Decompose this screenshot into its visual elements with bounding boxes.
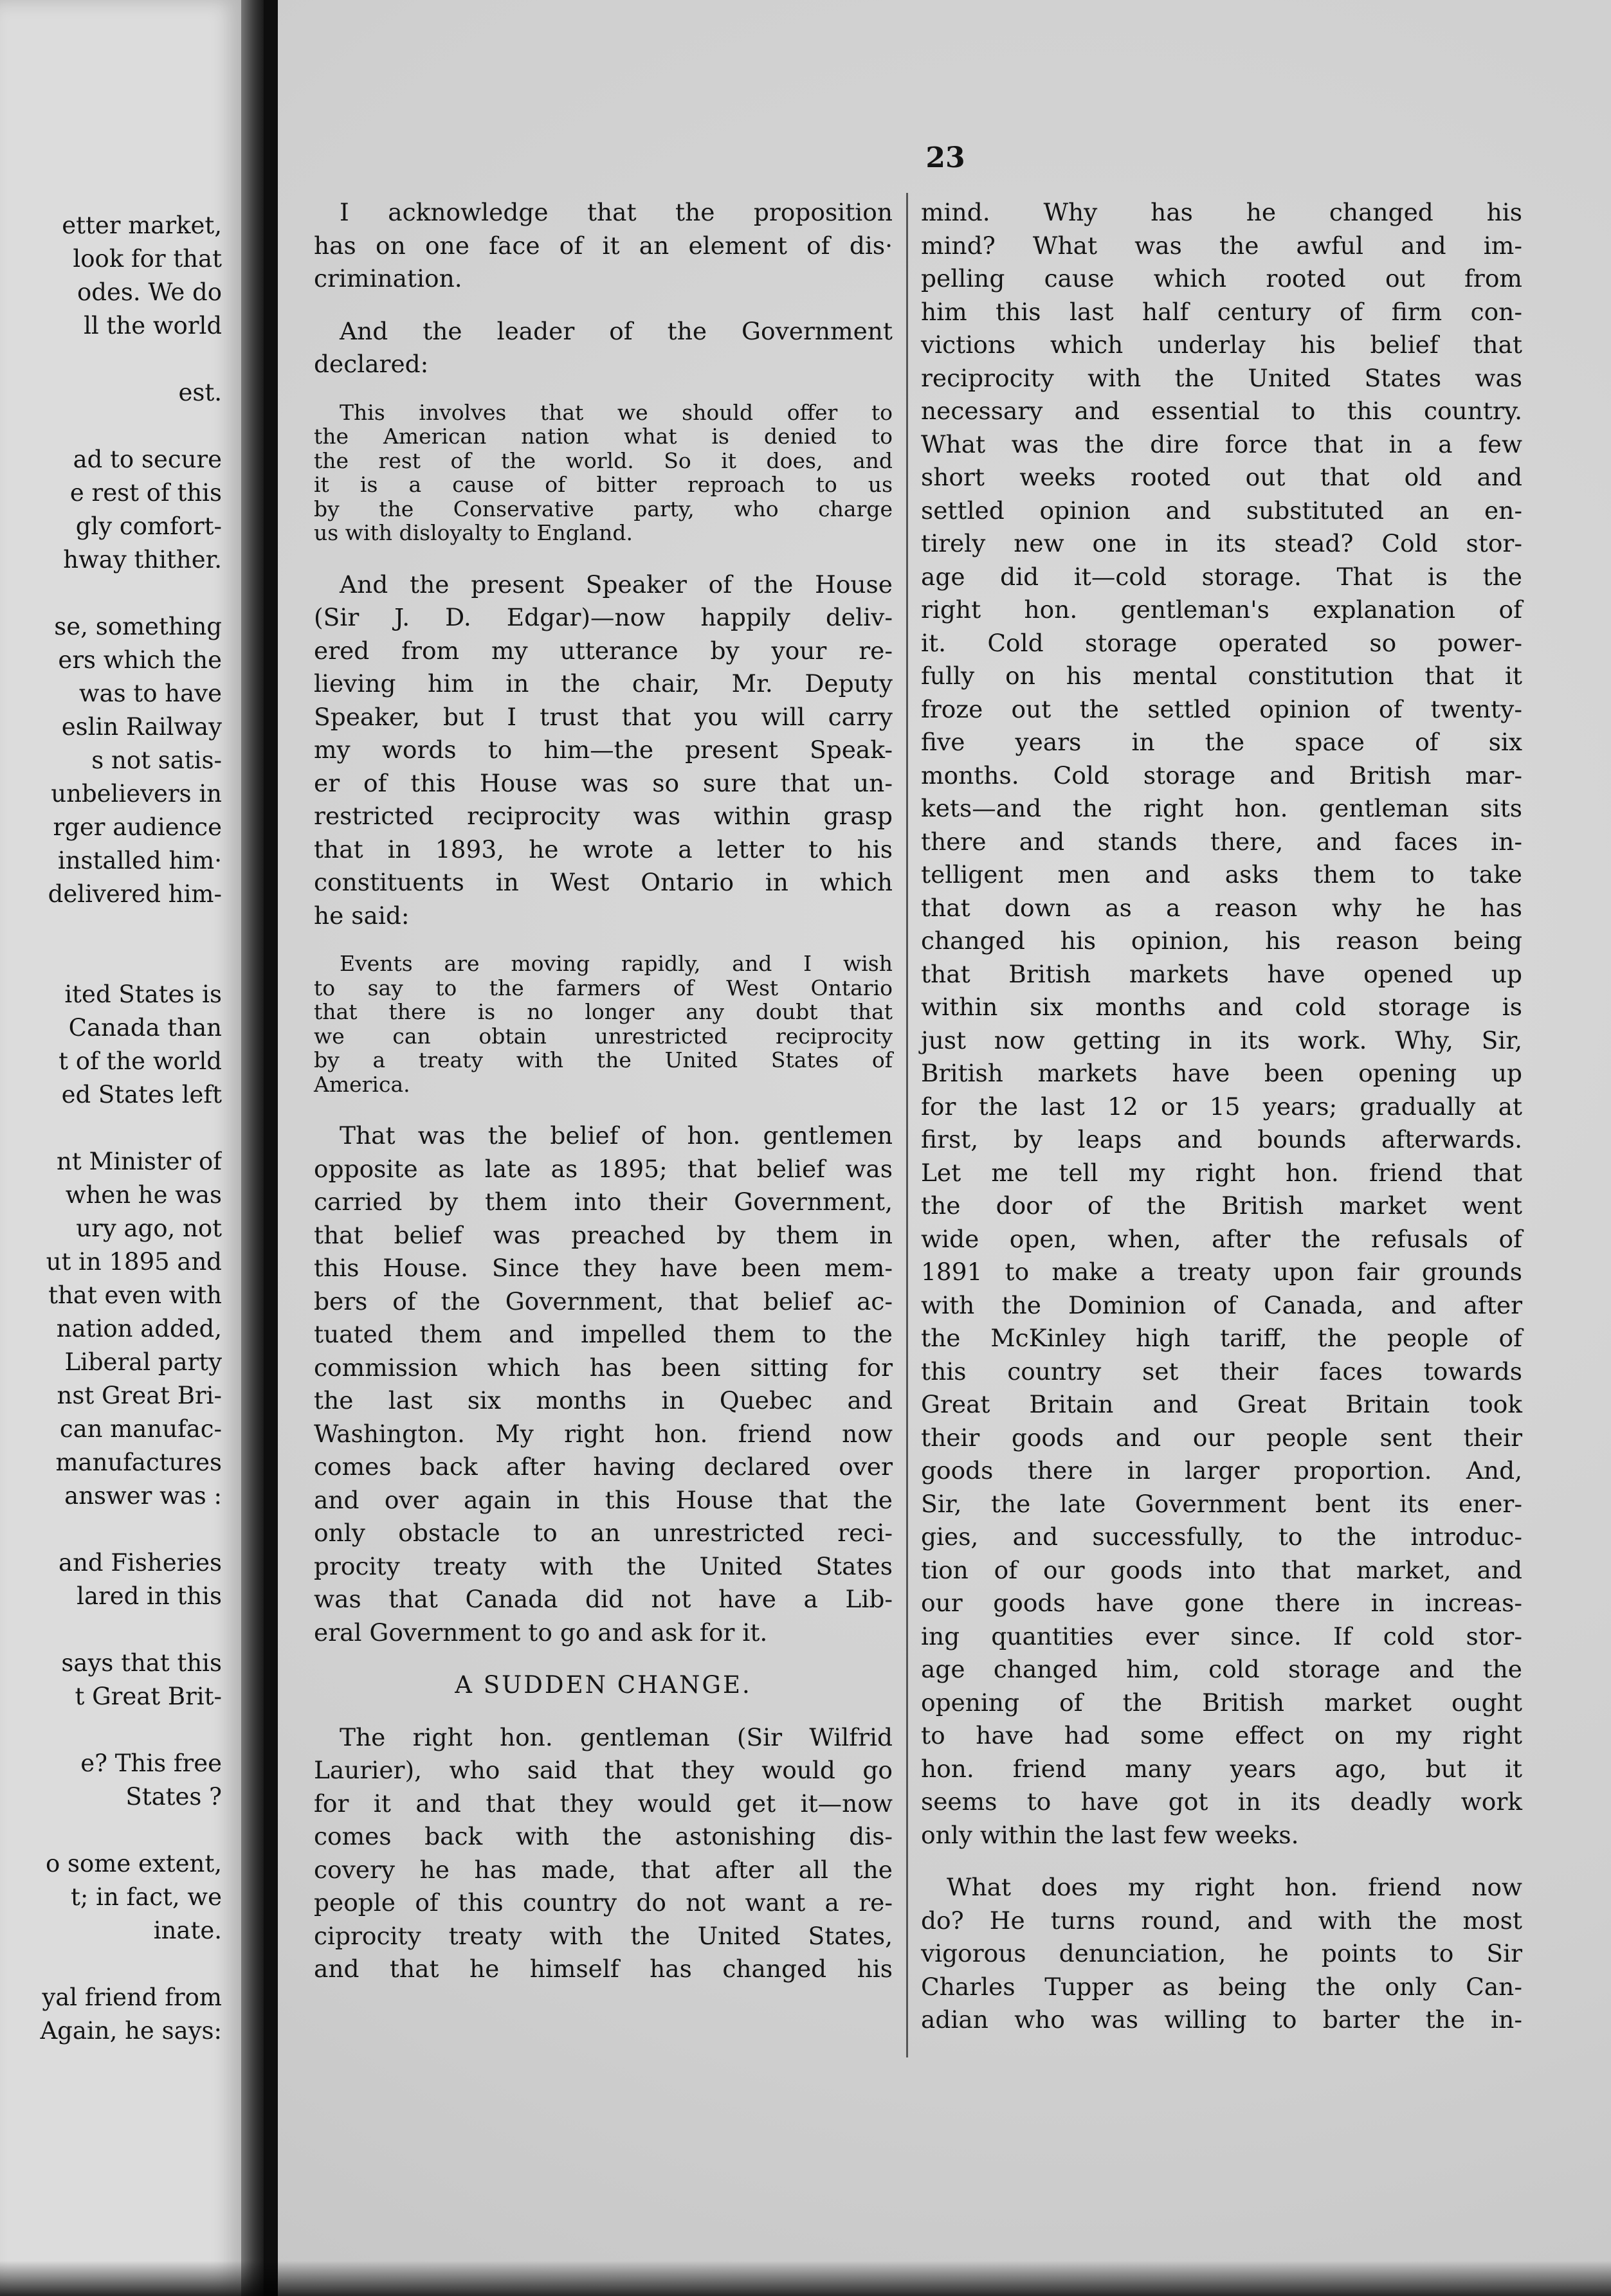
left-page-line: lared in this xyxy=(77,1582,222,1610)
text-line: er of this House was so sure that un- xyxy=(314,768,893,797)
text-line: kets—and the right hon. gentleman sits xyxy=(921,794,1522,822)
text-line: ing quantities ever since. If cold stor- xyxy=(921,1622,1522,1650)
left-page-line: ed States left xyxy=(61,1081,222,1108)
paragraph xyxy=(314,568,893,933)
text-column-1 xyxy=(314,196,893,2005)
left-page-line: when he was xyxy=(65,1181,222,1209)
block-quote xyxy=(314,401,893,545)
text-line: by a treaty with the United States of xyxy=(314,1047,893,1072)
text-line: age did it—cold storage. That is the xyxy=(921,562,1522,591)
text-line: my words to him—the present Speak- xyxy=(314,736,893,764)
left-page-line: can manufac- xyxy=(59,1415,222,1443)
left-page-line: t Great Brit- xyxy=(75,1683,222,1710)
left-page-line: nt Minister of xyxy=(56,1148,222,1175)
text-line: us with disloyalty to England. xyxy=(314,520,633,545)
text-line: That was the belief of hon. gentlemen xyxy=(340,1121,893,1150)
left-page-line: answer was : xyxy=(64,1482,222,1510)
left-page-line: ury ago, not xyxy=(76,1215,222,1242)
text-line: Laurier), who said that they would go xyxy=(314,1756,893,1784)
text-line: to say to the farmers of West Ontario xyxy=(314,975,893,1000)
text-line: just now getting in its work. Why, Sir, xyxy=(921,1026,1522,1054)
text-line: Events are moving rapidly, and I wish xyxy=(340,951,893,976)
book-gutter xyxy=(241,0,264,2296)
text-line: five years in the space of six xyxy=(921,728,1522,756)
left-page-line: nst Great Bri- xyxy=(57,1382,222,1409)
left-page-line: ited States is xyxy=(64,981,222,1008)
left-page-line: inate. xyxy=(153,1917,222,1944)
left-page-line xyxy=(0,1513,222,1546)
text-line: 1891 to make a treaty upon fair grounds xyxy=(921,1258,1522,1286)
text-line: commission which has been sitting for xyxy=(314,1353,893,1382)
left-page-line: ad to secure xyxy=(73,446,222,473)
left-page-line: se, something xyxy=(54,613,222,640)
text-column-2 xyxy=(921,196,1522,2056)
text-line: And the present Speaker of the House xyxy=(340,570,893,599)
left-page-line: o some extent, xyxy=(45,1850,222,1877)
text-line: mind? What was the awful and im- xyxy=(921,231,1522,260)
left-page-line xyxy=(0,577,222,610)
text-line: covery he has made, that after all the xyxy=(314,1855,893,1884)
text-line: telligent men and asks them to take xyxy=(921,860,1522,889)
text-line: Great Britain and Great Britain took xyxy=(921,1390,1522,1418)
left-page-line: t; in fact, we xyxy=(71,1883,222,1911)
column-divider xyxy=(906,193,908,2057)
text-line: carried by them into their Government, xyxy=(314,1188,893,1216)
left-page-line xyxy=(0,945,222,978)
text-line: him this last half century of firm con- xyxy=(921,297,1522,326)
text-line: opposite as late as 1895; that belief was xyxy=(314,1154,893,1183)
text-line: eral Government to go and ask for it. xyxy=(314,1618,768,1647)
paragraph xyxy=(921,1871,1522,2037)
text-line: This involves that we should offer to xyxy=(340,399,893,425)
left-page-text xyxy=(0,209,222,2048)
left-page-line: odes. We do xyxy=(77,278,222,306)
text-line: to have had some effect on my right xyxy=(921,1721,1522,1749)
text-line: constituents in West Ontario in which xyxy=(314,868,893,896)
book-spine xyxy=(264,0,278,2296)
left-page-line: s not satis- xyxy=(91,746,222,774)
left-page-line xyxy=(0,1814,222,1847)
text-line: A SUDDEN CHANGE. xyxy=(455,1671,752,1699)
left-page-line xyxy=(0,1112,222,1145)
text-line: restricted reciprocity was within grasp xyxy=(314,802,893,830)
left-page-line: nation added, xyxy=(56,1315,222,1342)
text-line: lieving him in the chair, Mr. Deputy xyxy=(314,669,893,698)
text-line: wide open, when, after the refusals of xyxy=(921,1224,1522,1253)
text-line: seems to have got in its deadly work xyxy=(921,1787,1522,1816)
text-line: that British markets have opened up xyxy=(921,959,1522,988)
left-page-line: ll the world xyxy=(84,312,222,339)
text-line: the rest of the world. So it does, and xyxy=(314,447,893,473)
text-line: the McKinley high tariff, the people of xyxy=(921,1324,1522,1352)
text-line: do? He turns round, and with the most xyxy=(921,1906,1522,1935)
text-line: the American nation what is denied to xyxy=(314,424,893,449)
text-line: tion of our goods into that market, and xyxy=(921,1555,1522,1584)
text-line: we can obtain unrestricted reciprocity xyxy=(314,1023,893,1049)
text-line: settled opinion and substituted an en- xyxy=(921,496,1522,525)
left-page-line: e rest of this xyxy=(69,479,222,507)
text-line: people of this country do not want a re- xyxy=(314,1888,893,1917)
text-line: that there is no longer any doubt that xyxy=(314,999,893,1024)
text-line: by the Conservative party, who charge xyxy=(314,496,893,521)
left-page-line: and Fisheries xyxy=(59,1549,222,1577)
text-line: gies, and successfully, to the introduc- xyxy=(921,1523,1522,1551)
left-page-line: ut in 1895 and xyxy=(46,1248,222,1276)
text-line: the last six months in Quebec and xyxy=(314,1386,893,1415)
text-line: only within the last few weeks. xyxy=(921,1820,1299,1849)
text-line: froze out the settled opinion of twenty- xyxy=(921,694,1522,723)
paragraph xyxy=(921,196,1522,1852)
text-line: has on one face of it an element of dis· xyxy=(314,231,893,260)
text-line: comes back with the astonishing dis- xyxy=(314,1822,893,1850)
text-line: goods there in larger proportion. And, xyxy=(921,1456,1522,1485)
text-line: and over again in this House that the xyxy=(314,1485,893,1514)
left-page-line: Canada than xyxy=(68,1014,222,1042)
text-line: only obstacle to an unrestricted reci- xyxy=(314,1519,893,1547)
text-line: months. Cold storage and British mar- xyxy=(921,761,1522,790)
text-line: for the last 12 or 15 years; gradually at xyxy=(921,1092,1522,1121)
text-line: tirely new one in its stead? Cold stor- xyxy=(921,529,1522,557)
left-page-line: e? This free xyxy=(80,1749,222,1777)
text-line: short weeks rooted out that old and xyxy=(921,463,1522,491)
main-page xyxy=(278,0,1611,2296)
text-line: adian who was willing to barter the in- xyxy=(921,2005,1522,2034)
left-page-line: est. xyxy=(178,379,222,406)
text-line: first, by leaps and bounds afterwards. xyxy=(921,1125,1522,1153)
left-page-line: States ? xyxy=(125,1783,222,1811)
left-page-line xyxy=(0,410,222,443)
text-line: this House. Since they have been mem- xyxy=(314,1254,893,1282)
text-line: mind. Why has he changed his xyxy=(921,198,1522,226)
left-page-line xyxy=(0,1948,222,1981)
text-line: that down as a reason why he has xyxy=(921,893,1522,922)
text-line: vigorous denunciation, he points to Sir xyxy=(921,1939,1522,1967)
text-line: reciprocity with the United States was xyxy=(921,363,1522,392)
left-page-line: look for that xyxy=(73,245,222,273)
text-line: America. xyxy=(314,1071,410,1097)
text-line: he said: xyxy=(314,901,410,930)
left-page-line xyxy=(0,1713,222,1747)
left-page-line: etter market, xyxy=(62,212,222,239)
text-line: Let me tell my right hon. friend that xyxy=(921,1158,1522,1187)
left-page-line: installed him· xyxy=(57,847,222,874)
left-page-line: eslin Railway xyxy=(61,713,222,741)
left-page-line: hway thither. xyxy=(63,546,222,574)
text-line: there and stands there, and faces in- xyxy=(921,827,1522,856)
text-line: declared: xyxy=(314,350,429,378)
text-line: that belief was preached by them in xyxy=(314,1220,893,1249)
left-page-line: gly comfort- xyxy=(75,512,222,540)
left-page-line: was to have xyxy=(78,680,222,707)
left-page-line: delivered him- xyxy=(48,880,222,908)
text-line: it. Cold storage operated so power- xyxy=(921,628,1522,657)
text-line: (Sir J. D. Edgar)—now happily deliv- xyxy=(314,603,893,631)
left-page-line: says that this xyxy=(61,1649,222,1677)
text-line: this country set their faces towards xyxy=(921,1357,1522,1386)
text-line: victions which underlay his belief that xyxy=(921,330,1522,359)
left-page-line xyxy=(0,343,222,376)
left-page-line: t of the world xyxy=(59,1047,222,1075)
left-page-line: yal friend from xyxy=(42,1984,222,2011)
left-page-line: ers which the xyxy=(58,646,222,674)
left-page-line: Again, he says: xyxy=(40,2017,222,2045)
left-page-line: Liberal party xyxy=(64,1348,222,1376)
text-line: ered from my utterance by your re- xyxy=(314,636,893,665)
text-line: pelling cause which rooted out from xyxy=(921,264,1522,293)
left-page-line: manufactures xyxy=(55,1449,222,1476)
text-line: British markets have been opening up xyxy=(921,1059,1522,1087)
paragraph xyxy=(314,196,893,296)
left-page-line: that even with xyxy=(48,1281,222,1309)
text-line: our goods have gone there in increas- xyxy=(921,1589,1522,1617)
paragraph xyxy=(314,315,893,381)
text-line: opening of the British market ought xyxy=(921,1688,1522,1717)
text-line: for it and that they would get it—now xyxy=(314,1789,893,1818)
text-line: within six months and cold storage is xyxy=(921,993,1522,1021)
text-line: fully on his mental constitution that it xyxy=(921,662,1522,690)
text-line: age changed him, cold storage and the xyxy=(921,1655,1522,1683)
text-line: changed his opinion, his reason being xyxy=(921,927,1522,955)
left-page-line: rger audience xyxy=(53,813,222,841)
text-line: their goods and our people sent their xyxy=(921,1423,1522,1452)
left-page-line xyxy=(0,911,222,945)
text-line: was that Canada did not have a Lib- xyxy=(314,1585,893,1613)
text-line: ciprocity treaty with the United States, xyxy=(314,1921,893,1950)
text-line: hon. friend many years ago, but it xyxy=(921,1754,1522,1783)
text-line: it is a cause of bitter reproach to us xyxy=(314,472,893,497)
text-line: I acknowledge that the proposition xyxy=(340,198,893,226)
section-heading xyxy=(314,1668,893,1702)
text-line: and that he himself has changed his xyxy=(314,1955,893,1983)
text-line: Washington. My right hon. friend now xyxy=(314,1419,893,1448)
left-page-line xyxy=(0,1613,222,1647)
left-page-line: unbelievers in xyxy=(51,780,222,808)
text-line: Speaker, but I trust that you will carry xyxy=(314,702,893,731)
block-quote xyxy=(314,952,893,1096)
text-line: Charles Tupper as being the only Can- xyxy=(921,1972,1522,2001)
text-line: bers of the Government, that belief ac- xyxy=(314,1287,893,1315)
text-line: The right hon. gentleman (Sir Wilfrid xyxy=(340,1722,893,1751)
text-line: procity treaty with the United States xyxy=(314,1551,893,1580)
left-page xyxy=(0,0,241,2296)
text-line: tuated them and impelled them to the xyxy=(314,1320,893,1348)
bottom-edge-shadow xyxy=(0,2261,1611,2296)
text-line: comes back after having declared over xyxy=(314,1452,893,1481)
text-line: crimination. xyxy=(314,264,462,293)
page-number: 23 xyxy=(925,141,965,174)
text-line: with the Dominion of Canada, and after xyxy=(921,1290,1522,1319)
text-line: Sir, the late Government bent its ener- xyxy=(921,1489,1522,1518)
text-line: the door of the British market went xyxy=(921,1191,1522,1220)
paragraph xyxy=(314,1721,893,1986)
text-line: right hon. gentleman's explanation of xyxy=(921,595,1522,624)
text-line: And the leader of the Government xyxy=(340,316,893,345)
text-line: What does my right hon. friend now xyxy=(947,1873,1522,1901)
paragraph xyxy=(314,1119,893,1649)
text-line: that in 1893, he wrote a letter to his xyxy=(314,835,893,863)
text-line: necessary and essential to this country. xyxy=(921,397,1522,425)
text-line: What was the dire force that in a few xyxy=(921,429,1522,458)
